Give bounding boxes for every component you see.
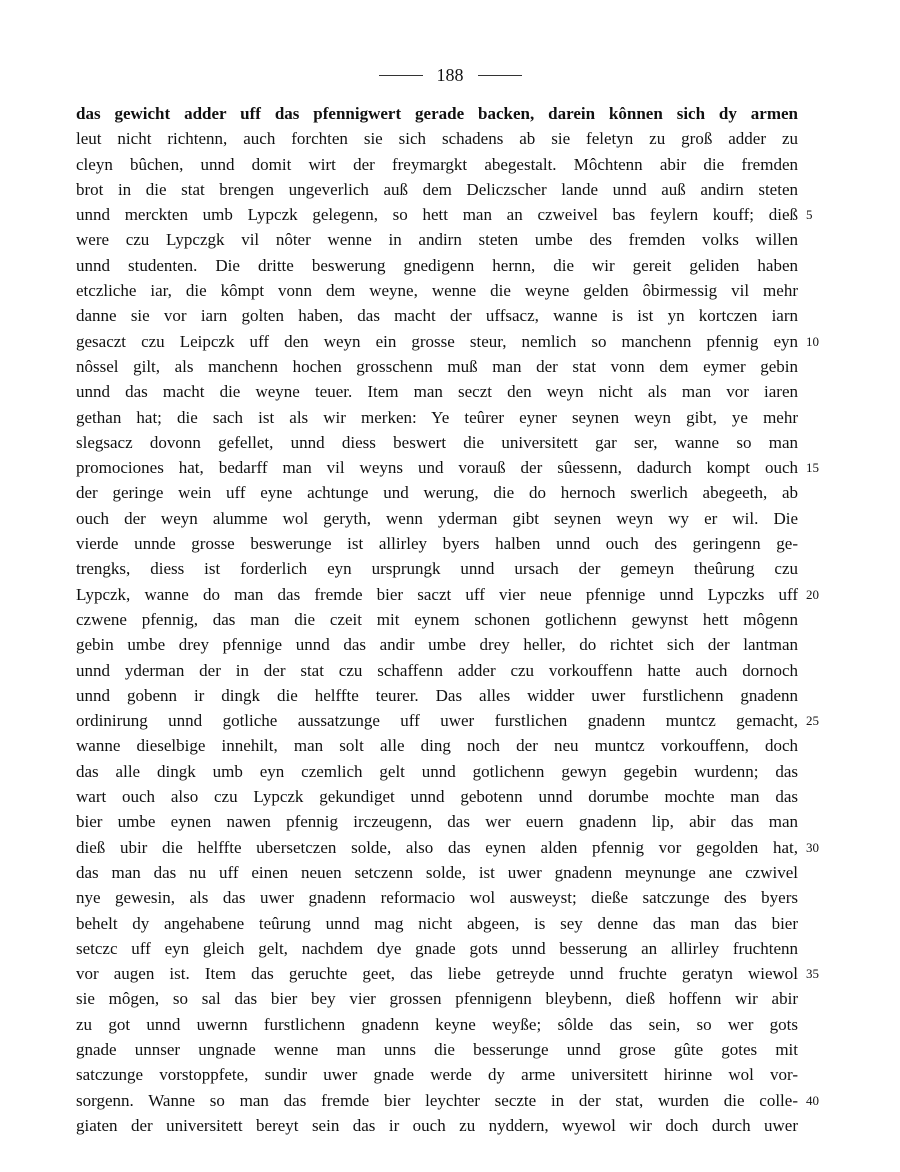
text-line [76, 936, 798, 961]
text-line [76, 278, 798, 303]
text-line-content: vierde unnde grosse beswerunge ist allirley byers halben unnd ouch des geringenn ge- [76, 534, 798, 554]
text-line-content: das gewicht adder uff das pfennigwert gerade backen, darein kônnen sich dy armen [76, 104, 798, 123]
text-line-content: slegsacz dovonn gefellet, unnd diess beswert die universitett gar ser, wanne so man [76, 432, 798, 452]
text-line [76, 556, 798, 581]
text-line [76, 202, 813, 227]
text-line-content: gnade unnser ungnade wenne man unns die besserunge unnd grose gûte gotes mit [76, 1039, 798, 1059]
text-line [76, 683, 798, 708]
text-line-content: danne sie vor iarn golten haben, das macht der uffsacz, wanne is ist yn kortczen iarn [76, 306, 798, 326]
text-line [76, 152, 798, 177]
text-line [76, 911, 798, 936]
text-line-content: nôssel gilt, als manchenn hochen grosschenn muß man der stat vonn dem eymer gebin [76, 356, 798, 376]
text-line [76, 986, 798, 1011]
line-number: 5 [806, 207, 813, 223]
line-number: 35 [806, 966, 819, 982]
text-line-content: cleyn bûchen, unnd domit wirt der freymargkt abegestalt. Môchtenn abir die fremden [76, 154, 798, 174]
text-line [76, 1012, 798, 1037]
text-line-content: der geringe wein uff eyne achtunge und werung, die do hernoch swerlich abegeeth, ab [76, 483, 798, 503]
text-line-content: wanne dieselbige innehilt, man solt alle ding noch der neu muntcz vorkouffenn, doch [76, 736, 798, 756]
text-line-content: unnd studenten. Die dritte beswerung gnedigenn hernn, die wir gereit geliden haben [76, 255, 798, 275]
text-line [76, 809, 798, 834]
text-line [76, 506, 798, 531]
text-line-content: gesaczt czu Leipczk uff den weyn ein grosse steur, nemlich so manchenn pfennig eyn [76, 331, 798, 351]
text-line [76, 784, 798, 809]
text-line-content: setczc uff eyn gleich gelt, nachdem dye gnade gots unnd besserung an allirley fruchtenn [76, 938, 798, 958]
text-line-content: promociones hat, bedarff man vil weyns und vorauß der sûessenn, dadurch kompt ouch [76, 458, 798, 478]
text-line-content: czwene pfennig, das man die czeit mit eynem schonen gotlichenn gewynst hett môgenn [76, 609, 798, 629]
text-line-content: ouch der weyn alumme wol geryth, wenn yderman gibt seynen weyn wy er wil. Die [76, 508, 798, 528]
text-line [76, 708, 819, 733]
line-number: 40 [806, 1092, 819, 1108]
text-line-content: bier umbe eynen nawen pfennig irczeugenn, das wer euern gnadenn lip, abir das man [76, 812, 798, 832]
text-line-content: etczliche iar, die kômpt vonn dem weyne, wenne die weyne gelden ôbirmessig vil mehr [76, 281, 798, 301]
text-line [76, 1088, 819, 1113]
text-line [76, 582, 819, 607]
text-line-content: unnd merckten umb Lypczk gelegenn, so hett man an czweivel bas feylern kouff; dieß [76, 205, 798, 225]
text-line-content: giaten der universitett bereyt sein das ir ouch zu nyddern, wyewol wir doch durch uwer [76, 1115, 798, 1135]
text-line-content: unnd das macht die weyne teuer. Item man seczt den weyn nicht als man vor iaren [76, 382, 798, 402]
text-line [76, 253, 798, 278]
text-line [76, 961, 819, 986]
text-line-content: trengks, diess ist forderlich eyn ursprungk unnd ursach der gemeyn theûrung czu [76, 559, 798, 579]
text-line-content: das alle dingk umb eyn czemlich gelt unnd gotlichenn gewyn gegebin wurdenn; das [76, 761, 798, 781]
text-line-content: gethan hat; die sach ist als wir merken: Ye teûrer eyner seynen weyn gibt, ye mehr [76, 407, 798, 427]
line-number: 20 [806, 586, 819, 602]
text-line [76, 455, 819, 480]
text-line-content: behelt dy angehabene teûrung unnd mag nicht abgeen, is sey denne das man das bier [76, 913, 798, 933]
text-line [76, 126, 798, 151]
text-line [76, 531, 798, 556]
text-line [76, 860, 798, 885]
line-number: 30 [806, 839, 819, 855]
text-line-content: wart ouch also czu Lypczk gekundiget unnd gebotenn unnd dorumbe mochte man das [76, 787, 798, 807]
line-number: 25 [806, 713, 819, 729]
text-line [76, 1113, 798, 1138]
text-line-content: vor augen ist. Item das geruchte geet, das liebe getreyde unnd fruchte geratyn wiewol [76, 964, 798, 984]
text-line [76, 101, 798, 126]
text-line [76, 405, 798, 430]
text-line [76, 303, 798, 328]
text-line [76, 379, 798, 404]
text-line [76, 835, 819, 860]
text-line-content: ordinirung unnd gotliche aussatzunge uff uwer furstlichen gnadenn muntcz gemacht, [76, 711, 798, 731]
text-line [76, 632, 798, 657]
page-header [0, 62, 900, 88]
text-line-content: gebin umbe drey pfennige unnd das andir umbe drey heller, do richtet sich der lantman [76, 635, 798, 655]
text-line [76, 329, 819, 354]
text-line [76, 480, 798, 505]
text-line [76, 1062, 798, 1087]
text-line [76, 733, 798, 758]
text-line [76, 759, 798, 784]
text-line-content: Lypczk, wanne do man das fremde bier saczt uff vier neue pfennige unnd Lypczks uff [76, 584, 798, 604]
line-number: 15 [806, 460, 819, 476]
text-line-content: unnd yderman der in der stat czu schaffenn adder czu vorkouffenn hatte auch dornoch [76, 660, 798, 680]
header-rule-right [478, 75, 522, 76]
header-rule-left [379, 75, 423, 76]
page-number: 188 [436, 64, 464, 85]
text-line-content: zu got unnd uwernn furstlichenn gnadenn keyne weyße; sôlde das sein, so wer gots [76, 1014, 798, 1034]
text-line-content: sie môgen, so sal das bier bey vier grossen pfennigenn bleybenn, dieß hoffenn wir abir [76, 989, 798, 1009]
text-line [76, 1037, 798, 1062]
text-line [76, 177, 798, 202]
text-line [76, 607, 798, 632]
text-line-content: were czu Lypczgk vil nôter wenne in andirn steten umbe des fremden volks willen [76, 230, 798, 250]
line-number: 10 [806, 333, 819, 349]
text-line [76, 354, 798, 379]
text-line-content: dieß ubir die helffte ubersetczen solde, also das eynen alden pfennig vor gegolden hat, [76, 837, 798, 857]
text-line-content: sorgenn. Wanne so man das fremde bier leychter seczte in der stat, wurden die colle- [76, 1090, 798, 1110]
text-line-content: leut nicht richtenn, auch forchten sie sich schadens ab sie feletyn zu groß adder zu [76, 129, 798, 149]
text-line-content: nye gewesin, als das uwer gnadenn reformacio wol ausweyst; dieße satczunge des byers [76, 888, 798, 908]
text-line [76, 430, 798, 455]
text-line-content: unnd gobenn ir dingk die helffte teurer. Das alles widder uwer furstlichenn gnadenn [76, 685, 798, 705]
text-line [76, 227, 798, 252]
text-line-content: brot in die stat brengen ungeverlich auß dem Deliczscher lande unnd auß andirn steten [76, 179, 798, 199]
text-line [76, 658, 798, 683]
body-text [76, 101, 819, 1138]
text-line-content: satczunge vorstoppfete, sundir uwer gnade werde dy arme universitett hirinne wol vor- [76, 1065, 798, 1085]
text-line-content: das man das nu uff einen neuen setczenn solde, ist uwer gnadenn meynunge ane czwivel [76, 862, 798, 882]
text-line [76, 885, 798, 910]
